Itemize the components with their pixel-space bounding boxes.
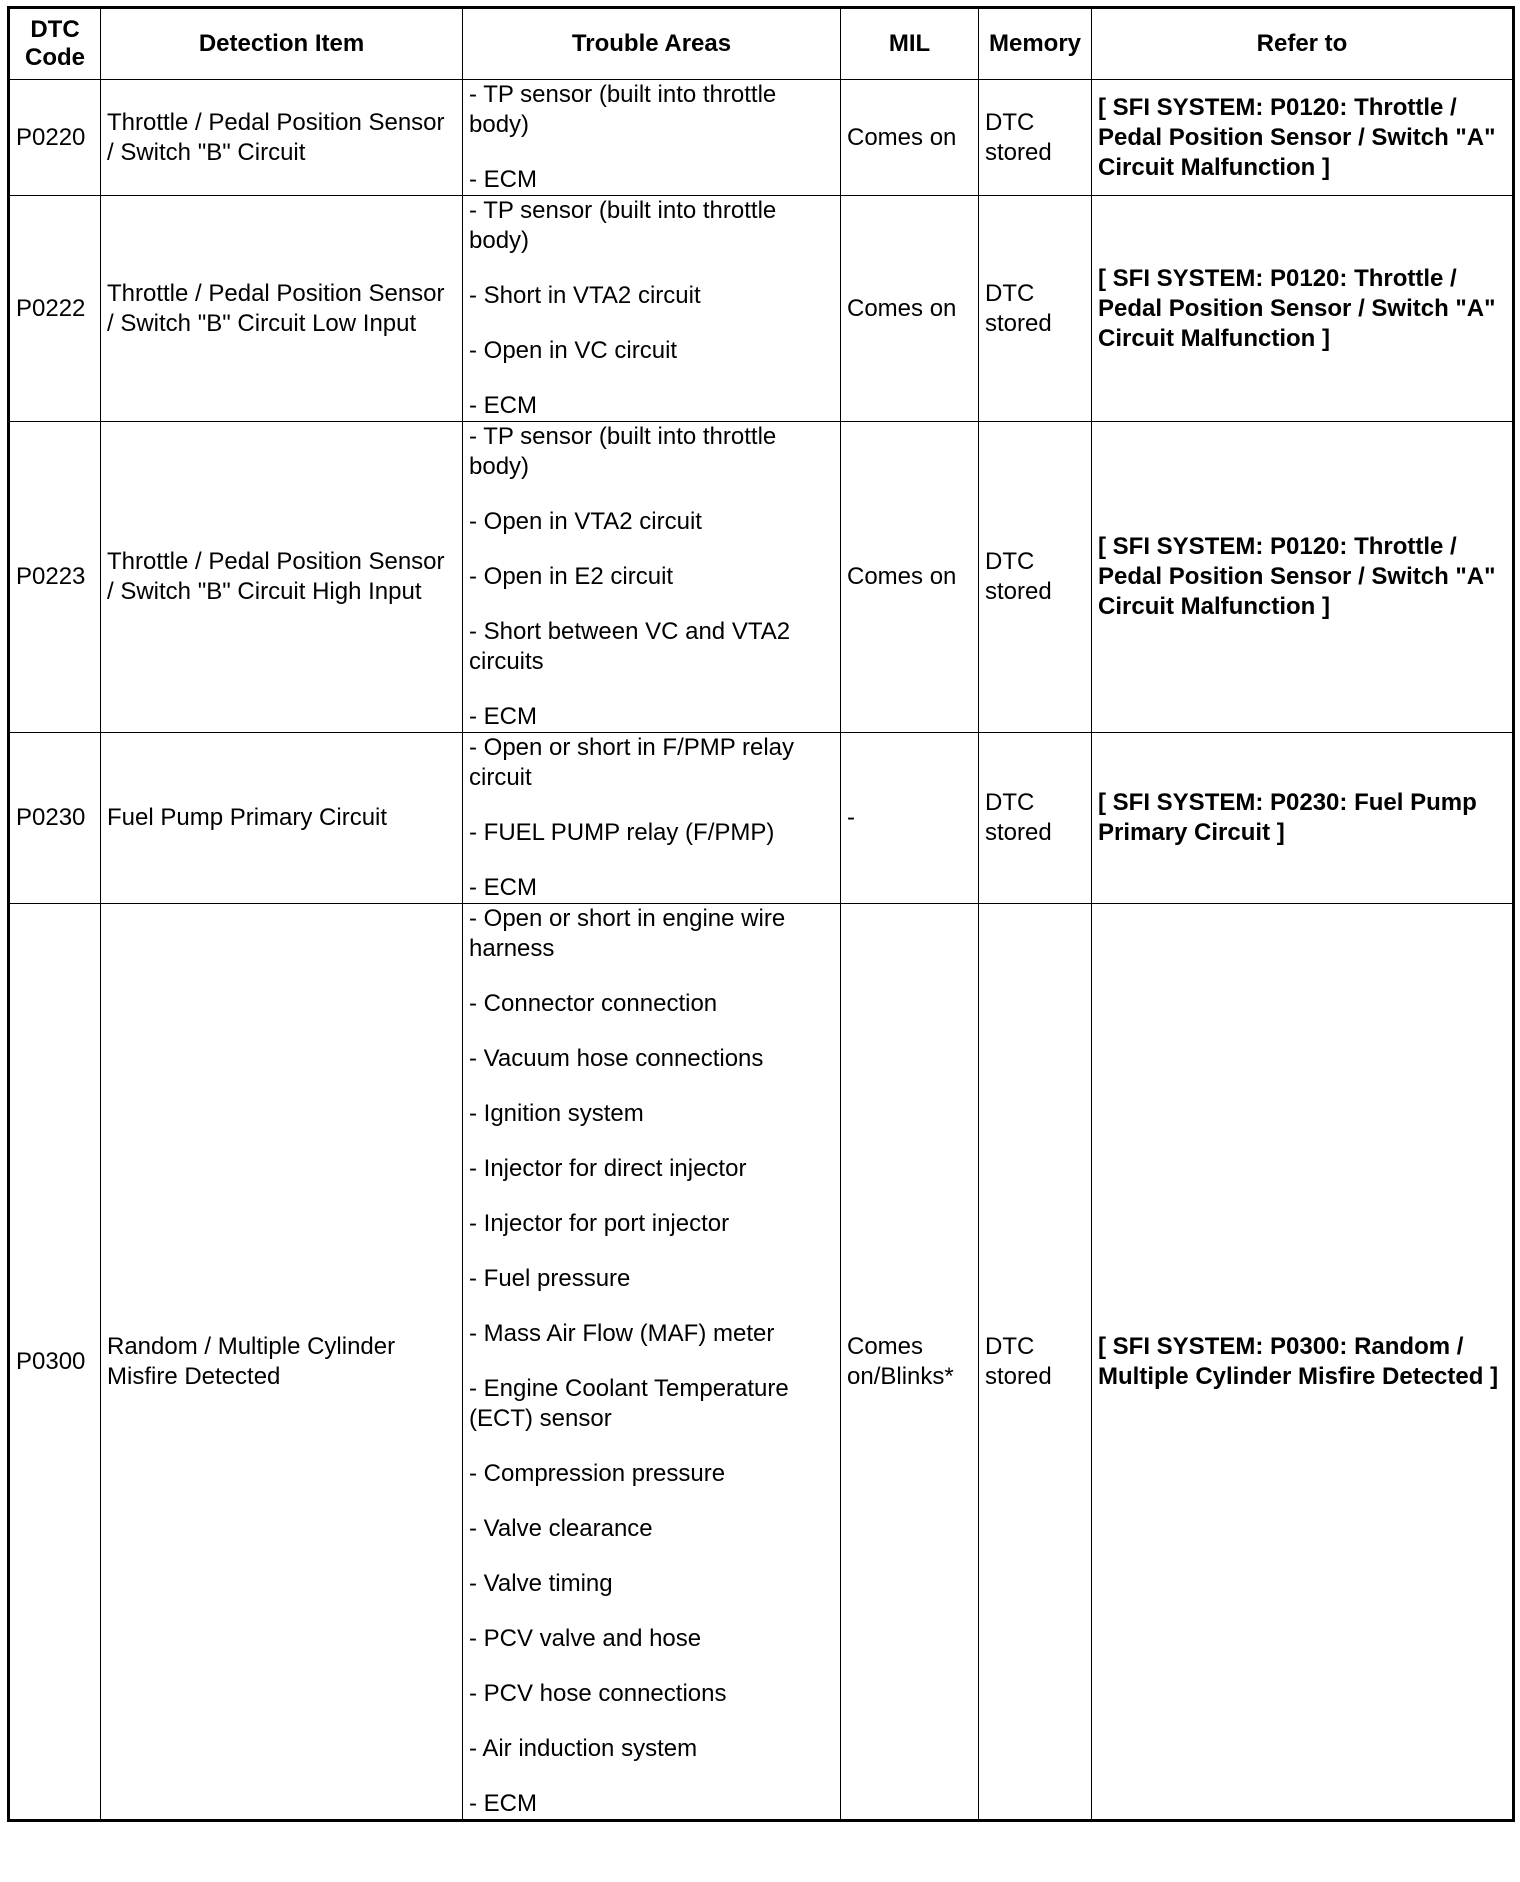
detection-item-cell: Throttle / Pedal Position Sensor / Switch "B" Circuit [101,80,463,196]
trouble-area-item: - Open in E2 circuit [469,563,674,590]
trouble-area-item: - PCV valve and hose [469,1625,702,1652]
refer-to-cell[interactable]: [ SFI SYSTEM: P0300: Random / Multiple Cylinder Misfire Detected ] [1092,904,1514,1821]
trouble-area-item: - Mass Air Flow (MAF) meter [469,1320,775,1347]
trouble-area-item: - Open or short in engine wire harness [469,905,786,962]
mil-cell: Comes on [841,422,979,733]
header-trouble-areas: Trouble Areas [463,8,841,80]
dtc-code-cell: P0223 [9,422,101,733]
mil-cell: Comes on [841,196,979,422]
refer-to-cell[interactable]: [ SFI SYSTEM: P0120: Throttle / Pedal Position Sensor / Switch "A" Circuit Malfunction ] [1092,196,1514,422]
trouble-area-item: - Engine Coolant Temperature (ECT) sensor [469,1375,789,1432]
dtc-code-cell: P0222 [9,196,101,422]
memory-cell: DTC stored [979,422,1092,733]
trouble-area-item: - Connector connection [469,990,718,1017]
trouble-area-item: - Ignition system [469,1100,644,1127]
refer-to-cell[interactable]: [ SFI SYSTEM: P0230: Fuel Pump Primary Circuit ] [1092,733,1514,904]
trouble-area-item: - ECM [469,166,537,193]
header-memory: Memory [979,8,1092,80]
trouble-area-item: - PCV hose connections [469,1680,727,1707]
header-dtc-code: DTC Code [9,8,101,80]
header-mil: MIL [841,8,979,80]
detection-item-cell: Random / Multiple Cylinder Misfire Detected [101,904,463,1821]
memory-cell: DTC stored [979,733,1092,904]
trouble-area-item: - Valve timing [469,1570,613,1597]
header-detection-item: Detection Item [101,8,463,80]
trouble-areas-cell [463,196,841,422]
memory-cell: DTC stored [979,196,1092,422]
table-row [9,80,1514,196]
trouble-area-item: - Injector for direct injector [469,1155,747,1182]
table-row [9,904,1514,1821]
refer-to-cell[interactable]: [ SFI SYSTEM: P0120: Throttle / Pedal Position Sensor / Switch "A" Circuit Malfunction ] [1092,422,1514,733]
trouble-areas-cell [463,733,841,904]
trouble-area-item: - TP sensor (built into throttle body) [469,423,777,480]
trouble-area-item: - Open in VTA2 circuit [469,508,702,535]
table-row [9,196,1514,422]
dtc-code-cell: P0300 [9,904,101,1821]
header-refer-to: Refer to [1092,8,1514,80]
trouble-area-item: - TP sensor (built into throttle body) [469,81,777,138]
trouble-area-item: - TP sensor (built into throttle body) [469,197,777,254]
mil-cell: - [841,733,979,904]
trouble-areas-cell [463,80,841,196]
mil-cell: Comes on [841,80,979,196]
table-row [9,422,1514,733]
trouble-area-item: - Valve clearance [469,1515,653,1542]
trouble-area-item: - Open or short in F/PMP relay circuit [469,734,795,791]
detection-item-cell: Throttle / Pedal Position Sensor / Switch "B" Circuit High Input [101,422,463,733]
dtc-table [7,6,1515,1822]
detection-item-cell: Throttle / Pedal Position Sensor / Switch "B" Circuit Low Input [101,196,463,422]
trouble-area-item: - ECM [469,392,537,419]
table-row [9,733,1514,904]
trouble-area-item: - Air induction system [469,1735,698,1762]
header-row [9,8,1514,80]
trouble-area-item: - Open in VC circuit [469,337,678,364]
trouble-area-item: - Fuel pressure [469,1265,631,1292]
trouble-area-item: - Compression pressure [469,1460,726,1487]
trouble-area-item: - ECM [469,1790,537,1817]
memory-cell: DTC stored [979,80,1092,196]
trouble-area-item: - ECM [469,874,537,901]
dtc-code-cell: P0230 [9,733,101,904]
table-body [9,80,1514,1821]
trouble-area-item: - Short between VC and VTA2 circuits [469,618,791,675]
memory-cell: DTC stored [979,904,1092,1821]
refer-to-cell[interactable]: [ SFI SYSTEM: P0120: Throttle / Pedal Position Sensor / Switch "A" Circuit Malfunction ] [1092,80,1514,196]
trouble-areas-cell [463,422,841,733]
trouble-areas-cell [463,904,841,1821]
trouble-area-item: - Short in VTA2 circuit [469,282,701,309]
detection-item-cell: Fuel Pump Primary Circuit [101,733,463,904]
mil-cell: Comes on/Blinks* [841,904,979,1821]
trouble-area-item: - FUEL PUMP relay (F/PMP) [469,819,775,846]
trouble-area-item: - Vacuum hose connections [469,1045,764,1072]
trouble-area-item: - Injector for port injector [469,1210,730,1237]
dtc-code-cell: P0220 [9,80,101,196]
trouble-area-item: - ECM [469,703,537,730]
